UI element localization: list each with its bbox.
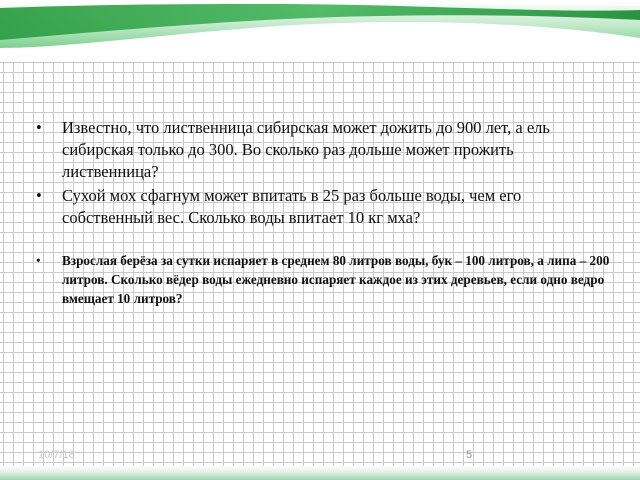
bullet-item: [34, 251, 614, 308]
bullet-text: Известно, что лиственница сибирская может дожить до 900 лет, а ель сибирская только до 300. Во сколько раз дольше может прожить лиственница?: [62, 118, 550, 181]
bullet-marker: •: [36, 186, 42, 205]
bullet-marker: •: [36, 118, 42, 137]
bullet-marker: •: [36, 253, 41, 268]
bullet-list: [34, 117, 614, 308]
bullet-text: Сухой мох сфагнум может впитать в 25 раз больше воды, чем его собственный вес. Сколько воды впитает 10 кг мха?: [62, 186, 522, 227]
footer-band: [0, 466, 640, 480]
slide-number: 5: [466, 449, 473, 461]
bullet-item: [34, 117, 614, 183]
footer-date: 10/7/18: [38, 449, 75, 461]
bullet-item: [34, 185, 614, 229]
bullet-text: Взрослая берёза за сутки испаряет в среднем 80 литров воды, бук – 100 литров, а липа – 200 литров. Сколько вёдер воды ежедневно испаряет каждое из этих деревьев, если одно ведро вмещает 10 литров?: [62, 253, 610, 306]
header-banner: [0, 0, 640, 62]
